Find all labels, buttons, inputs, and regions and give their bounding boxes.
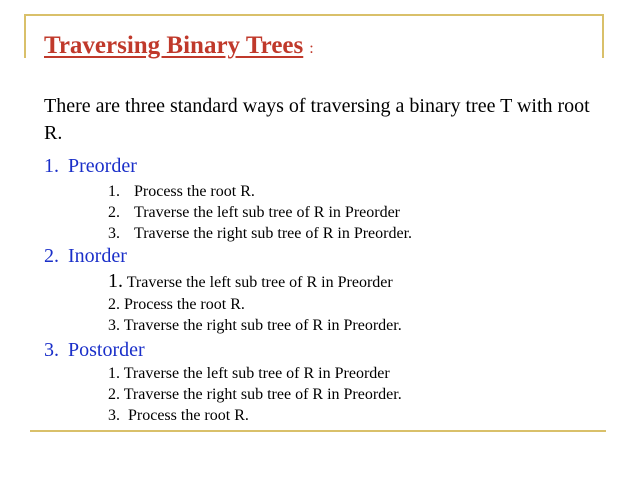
list-item: [108, 407, 249, 425]
section-label: Inorder: [68, 245, 127, 267]
list-item: [108, 270, 393, 293]
step-text: Traverse the right sub tree of R in Preorder.: [120, 317, 402, 334]
list-item: [108, 296, 245, 314]
list-item: [108, 317, 402, 335]
list-item: [108, 183, 255, 201]
step-text: Process the root R.: [120, 296, 245, 313]
title-row: [44, 32, 314, 60]
list-item: [108, 225, 412, 243]
step-text: Traverse the left sub tree of R in Preorder: [120, 365, 390, 382]
step-number: 1.: [108, 183, 120, 200]
section-postorder: [44, 339, 145, 362]
step-number: 2.: [108, 296, 120, 313]
step-text: Process the root R.: [120, 407, 249, 424]
list-item: [108, 386, 402, 404]
step-number: 1.: [108, 270, 123, 292]
step-text: Traverse the left sub tree of R in Preorder: [134, 204, 400, 221]
step-number: 3.: [108, 225, 120, 242]
step-number: 1.: [108, 365, 120, 382]
frame-left-line: [24, 14, 26, 58]
intro-text: There are three standard ways of traversing a binary tree T with root R.: [44, 95, 590, 144]
title-colon: :: [309, 40, 314, 57]
step-number: 2.: [108, 386, 120, 403]
section-preorder: [44, 155, 137, 178]
step-text: Process the root R.: [134, 183, 255, 200]
slide-title: Traversing Binary Trees: [44, 32, 304, 59]
frame-right-line: [602, 14, 604, 58]
frame-top-line: [24, 14, 604, 16]
section-inorder: [44, 245, 127, 268]
section-number: 3.: [44, 339, 59, 361]
section-number: 2.: [44, 245, 59, 267]
frame-bottom-line: [30, 430, 606, 432]
section-label: Postorder: [68, 339, 145, 361]
step-text: Traverse the left sub tree of R in Preorder: [123, 274, 393, 291]
list-item: [108, 204, 400, 222]
section-label: Preorder: [68, 155, 137, 177]
step-number: 3.: [108, 317, 120, 334]
section-number: 1.: [44, 155, 59, 177]
step-number: 2.: [108, 204, 120, 221]
step-text: Traverse the right sub tree of R in Preorder.: [120, 386, 402, 403]
list-item: [108, 365, 390, 383]
step-text: Traverse the right sub tree of R in Preorder.: [134, 225, 413, 242]
step-number: 3.: [108, 407, 120, 424]
